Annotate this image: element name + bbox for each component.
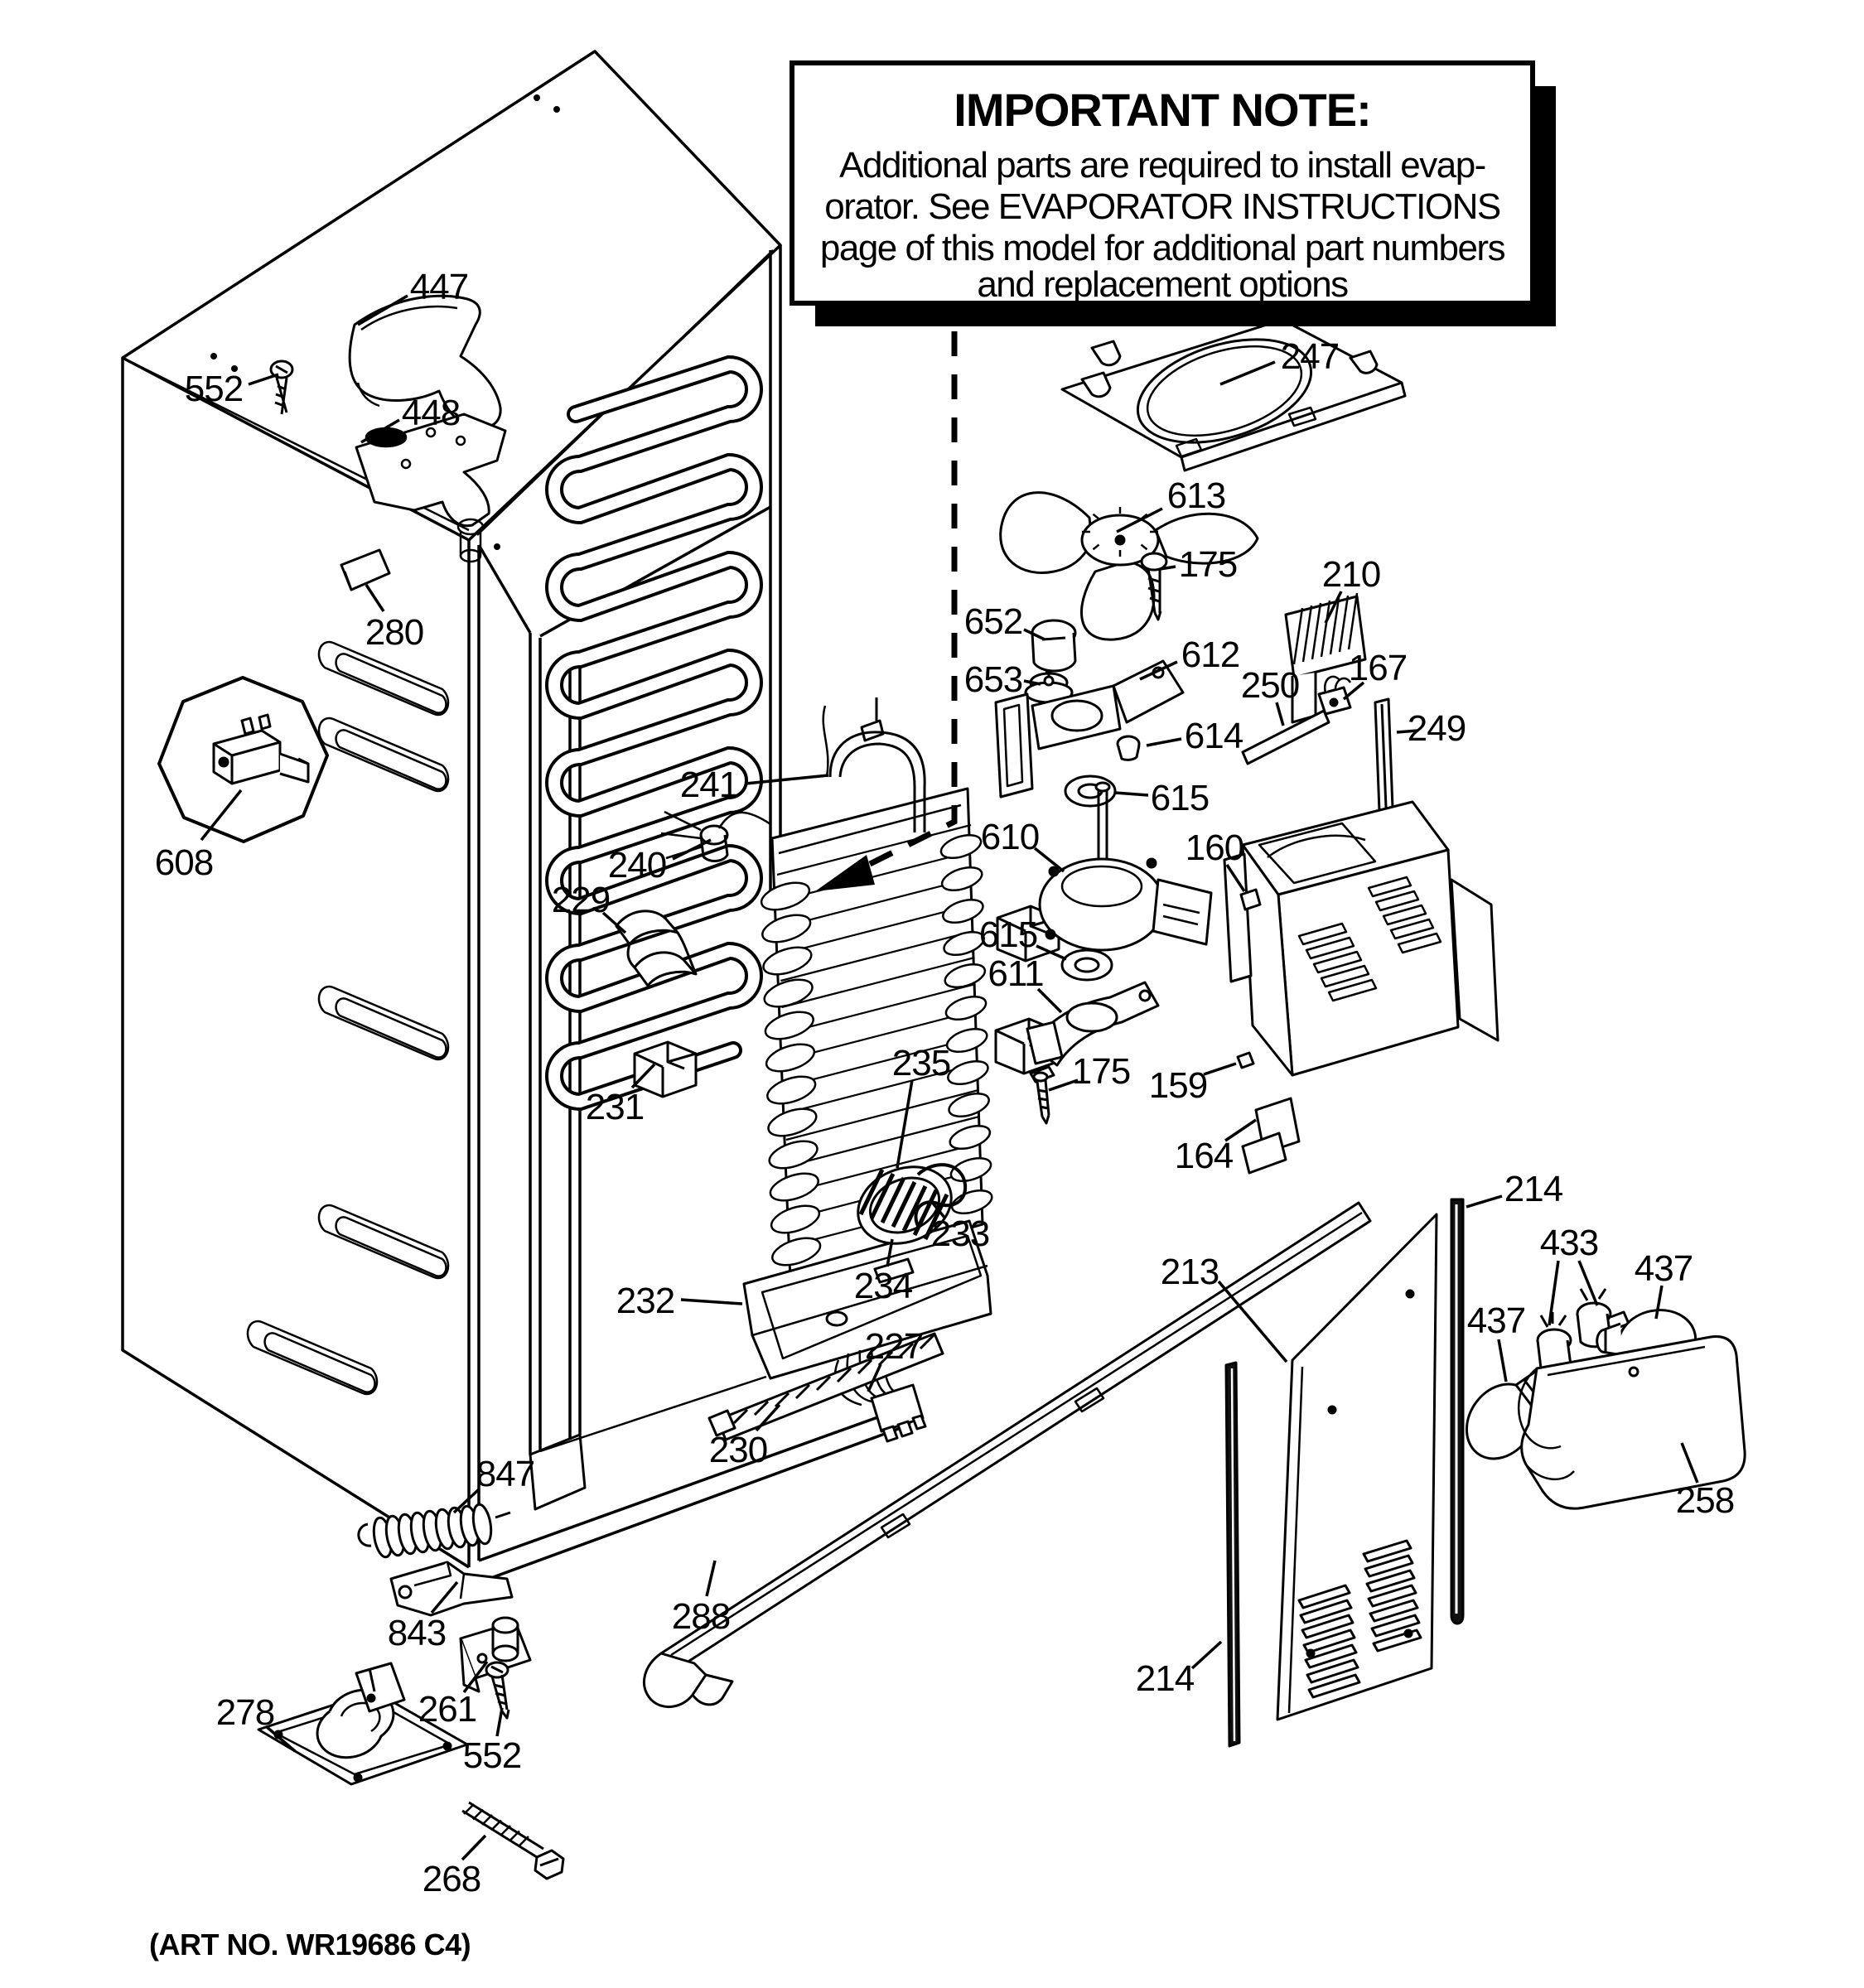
part-label-611-33: 611: [988, 953, 1044, 994]
part-652-grommet: [1032, 620, 1075, 671]
part-label-235-10: 235: [891, 1043, 951, 1083]
part-label-437-44: 437: [1466, 1300, 1526, 1341]
part-608-switch-callout: [159, 678, 327, 842]
part-label-288-15: 288: [671, 1596, 731, 1637]
part-label-214-47: 214: [1135, 1658, 1195, 1699]
note-title: IMPORTANT NOTE:: [954, 84, 1371, 136]
part-614-stud: [1118, 736, 1139, 760]
part-label-213-41: 213: [1160, 1252, 1219, 1292]
part-167-harness: [1319, 677, 1350, 714]
part-label-268-21: 268: [422, 1859, 481, 1899]
part-214-strip-left: [1226, 1363, 1239, 1746]
part-label-214-42: 214: [1504, 1169, 1563, 1209]
part-label-615-29: 615: [1150, 778, 1210, 818]
part-label-233-11: 233: [930, 1214, 990, 1254]
part-label-167-38: 167: [1348, 648, 1408, 688]
leader-line-552: [497, 1708, 502, 1736]
part-214-strip-right: [1451, 1199, 1463, 1624]
part-labels-layer: [155, 267, 1734, 1899]
important-note-box: [792, 63, 1556, 326]
leader-line-232: [681, 1300, 742, 1304]
part-label-847-16: 847: [476, 1454, 535, 1494]
leader-line-437: [1499, 1339, 1506, 1382]
part-label-159-35: 159: [1148, 1065, 1208, 1106]
leader-line-280: [366, 585, 384, 611]
part-label-613-23: 613: [1166, 475, 1226, 516]
leader-line-250: [1277, 702, 1283, 726]
part-label-261-18: 261: [418, 1689, 477, 1730]
part-159-clip: [1238, 1053, 1253, 1068]
part-label-433-43: 433: [1539, 1223, 1599, 1263]
leader-line-268: [462, 1836, 485, 1860]
leader-line-614: [1147, 739, 1181, 746]
part-label-552-19: 552: [462, 1735, 522, 1776]
leader-line-288: [707, 1561, 715, 1596]
part-552-screw-bottom: [486, 1662, 509, 1718]
part-label-608-4: 608: [154, 842, 214, 883]
part-label-612-27: 612: [1181, 635, 1240, 675]
part-247-fan-shroud: [1062, 320, 1405, 470]
part-icemaker-body: [1224, 802, 1498, 1173]
part-label-614-28: 614: [1184, 716, 1243, 756]
part-615-bearing-lower: [1062, 950, 1112, 980]
part-label-210-36: 210: [1321, 554, 1381, 595]
part-label-653-26: 653: [963, 659, 1023, 700]
part-label-227-13: 227: [864, 1326, 924, 1367]
note-line-4: and replacement options: [977, 264, 1348, 305]
part-label-164-40: 164: [1174, 1136, 1234, 1176]
leader-line-214: [1192, 1642, 1221, 1668]
part-label-232-9: 232: [616, 1281, 675, 1321]
part-label-615-32: 615: [978, 914, 1038, 955]
note-line-2: orator. See EVAPORATOR INSTRUCTIONS: [824, 186, 1500, 227]
leader-line-159: [1204, 1064, 1236, 1074]
part-label-250-37: 250: [1240, 665, 1300, 706]
bottom-left-parts: [258, 1503, 563, 1879]
part-capillary: [823, 706, 828, 777]
part-label-278-20: 278: [215, 1692, 275, 1733]
cabinet-right-post: [770, 245, 780, 905]
part-label-652-25: 652: [963, 601, 1023, 642]
part-552-screw-top: [271, 361, 292, 414]
part-175-screw-lower: [1031, 1067, 1054, 1123]
part-label-247-22: 247: [1280, 336, 1340, 377]
part-250-strip: [1243, 711, 1329, 764]
leader-line-610: [1035, 848, 1064, 871]
part-213-panel: [1277, 1214, 1437, 1720]
part-label-258-46: 258: [1675, 1480, 1735, 1521]
note-line-1: Additional parts are required to install evap-: [839, 145, 1485, 186]
part-label-234-12: 234: [853, 1266, 913, 1306]
leader-line-552: [249, 374, 278, 384]
part-280-clip: [341, 550, 389, 590]
part-label-610-30: 610: [980, 817, 1040, 857]
leader-line-433: [1579, 1261, 1597, 1305]
part-label-552-1: 552: [184, 369, 244, 409]
leader-line-615: [1115, 793, 1148, 795]
part-label-241-5: 241: [679, 765, 739, 805]
part-label-843-17: 843: [387, 1613, 447, 1653]
part-label-249-39: 249: [1407, 708, 1466, 749]
part-label-437-45: 437: [1634, 1248, 1693, 1289]
cabinet-front-left-post: [469, 540, 479, 1567]
part-label-280-3: 280: [365, 612, 424, 653]
art-number: (ART NO. WR19686 C4): [149, 1928, 471, 1961]
part-back-wall-coil: [551, 364, 754, 1102]
part-label-231-8: 231: [585, 1087, 645, 1127]
part-label-229-7: 229: [551, 880, 611, 920]
cabinet-left-edge: [123, 358, 469, 1567]
note-line-3: page of this model for additional part numbers: [819, 228, 1505, 268]
part-label-160-31: 160: [1185, 828, 1244, 868]
part-label-448-2: 448: [401, 393, 461, 433]
part-label-175-34: 175: [1071, 1051, 1131, 1092]
part-label-240-6: 240: [607, 845, 667, 885]
part-label-447-0: 447: [409, 267, 469, 307]
leader-line-214: [1466, 1196, 1502, 1207]
part-261-bracket: [461, 1618, 530, 1691]
part-label-175-24: 175: [1178, 544, 1238, 585]
part-label-230-14: 230: [708, 1430, 768, 1470]
part-160-clip: [1241, 890, 1260, 910]
